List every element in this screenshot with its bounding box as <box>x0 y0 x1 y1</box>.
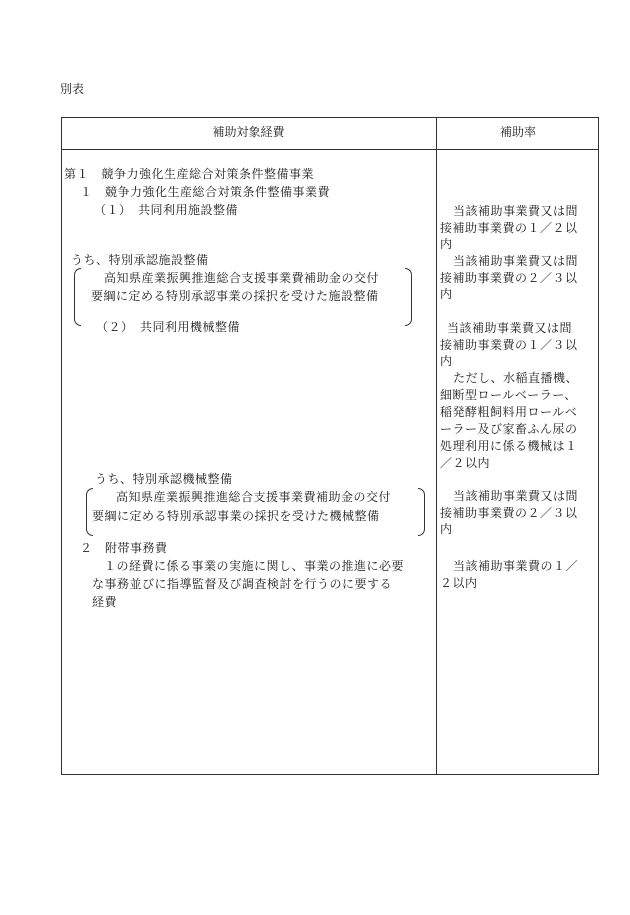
rate-machine-2: 接補助事業費の１／３以 <box>440 338 578 352</box>
right-bracket <box>418 488 425 536</box>
rate-machine-1: 当該補助事業費又は間 <box>447 321 573 335</box>
rate-special-facility-3: 内 <box>440 287 453 301</box>
right-bracket <box>405 268 412 326</box>
document-label: 別表 <box>60 82 85 96</box>
rate-machine-note-6: ／２以内 <box>440 456 491 470</box>
special-machine-desc-1: 高知県産業振興推進総合支援事業費補助金の交付 <box>116 490 392 504</box>
item1-title: 第１ 競争力強化生産総合対策条件整備事業 <box>64 167 315 181</box>
rate-facility-1: 当該補助事業費又は間 <box>453 204 579 218</box>
item2-desc-3: 経費 <box>92 595 118 609</box>
column-divider <box>436 117 437 775</box>
special-machine-label: うち、特別承認機械整備 <box>95 472 233 486</box>
rate-machine-note-5: 処理利用に係る機械は１ <box>440 439 578 453</box>
left-bracket <box>74 268 81 326</box>
item2-admin-expense: ２ 附帯事務費 <box>80 541 168 555</box>
rate-special-machine-1: 当該補助事業費又は間 <box>453 489 579 503</box>
special-facility-desc-1: 高知県産業振興推進総合支援事業費補助金の交付 <box>104 271 380 285</box>
item1-2-machine: （２） 共同利用機械整備 <box>96 320 241 334</box>
rate-machine-note-1: ただし、水稲直播機、 <box>453 371 579 385</box>
special-machine-desc-2: 要綱に定める特別承認事業の採択を受けた機械整備 <box>92 509 380 523</box>
rate-admin-2: ２以内 <box>440 576 478 590</box>
rate-facility-3: 内 <box>440 237 453 251</box>
rate-admin-1: 当該補助事業費の１／ <box>453 559 579 573</box>
rate-machine-3: 内 <box>440 354 453 368</box>
item1-subtitle: １ 競争力強化生産総合対策条件整備事業費 <box>80 185 331 199</box>
rate-facility-2: 接補助事業費の１／２以 <box>440 221 578 235</box>
rate-machine-note-2: 細断型ロールベーラー、 <box>440 388 577 402</box>
special-facility-desc-2: 要綱に定める特別承認事業の採択を受けた施設整備 <box>91 289 379 303</box>
header-expense: 補助対象経費 <box>212 125 285 139</box>
rate-special-facility-1: 当該補助事業費又は間 <box>453 254 579 268</box>
rate-machine-note-3: 稲発酵粗飼料用ロールベ <box>440 405 578 419</box>
item2-desc-2: な事務並びに指導監督及び調査検討を行うのに要する <box>92 577 393 591</box>
special-facility-label: うち、特別承認施設整備 <box>71 253 209 267</box>
rate-special-machine-2: 接補助事業費の２／３以 <box>440 506 578 520</box>
item1-1-facility: （１） 共同利用施設整備 <box>94 203 239 217</box>
item2-desc-1: １の経費に係る事業の実施に関し、事業の推進に必要 <box>104 559 405 573</box>
rate-machine-note-4: ーラー及び家畜ふん尿の <box>440 422 578 436</box>
header-rule <box>61 149 599 150</box>
rate-special-machine-3: 内 <box>440 522 453 536</box>
rate-special-facility-2: 接補助事業費の２／３以 <box>440 271 578 285</box>
header-rate: 補助率 <box>499 125 536 139</box>
